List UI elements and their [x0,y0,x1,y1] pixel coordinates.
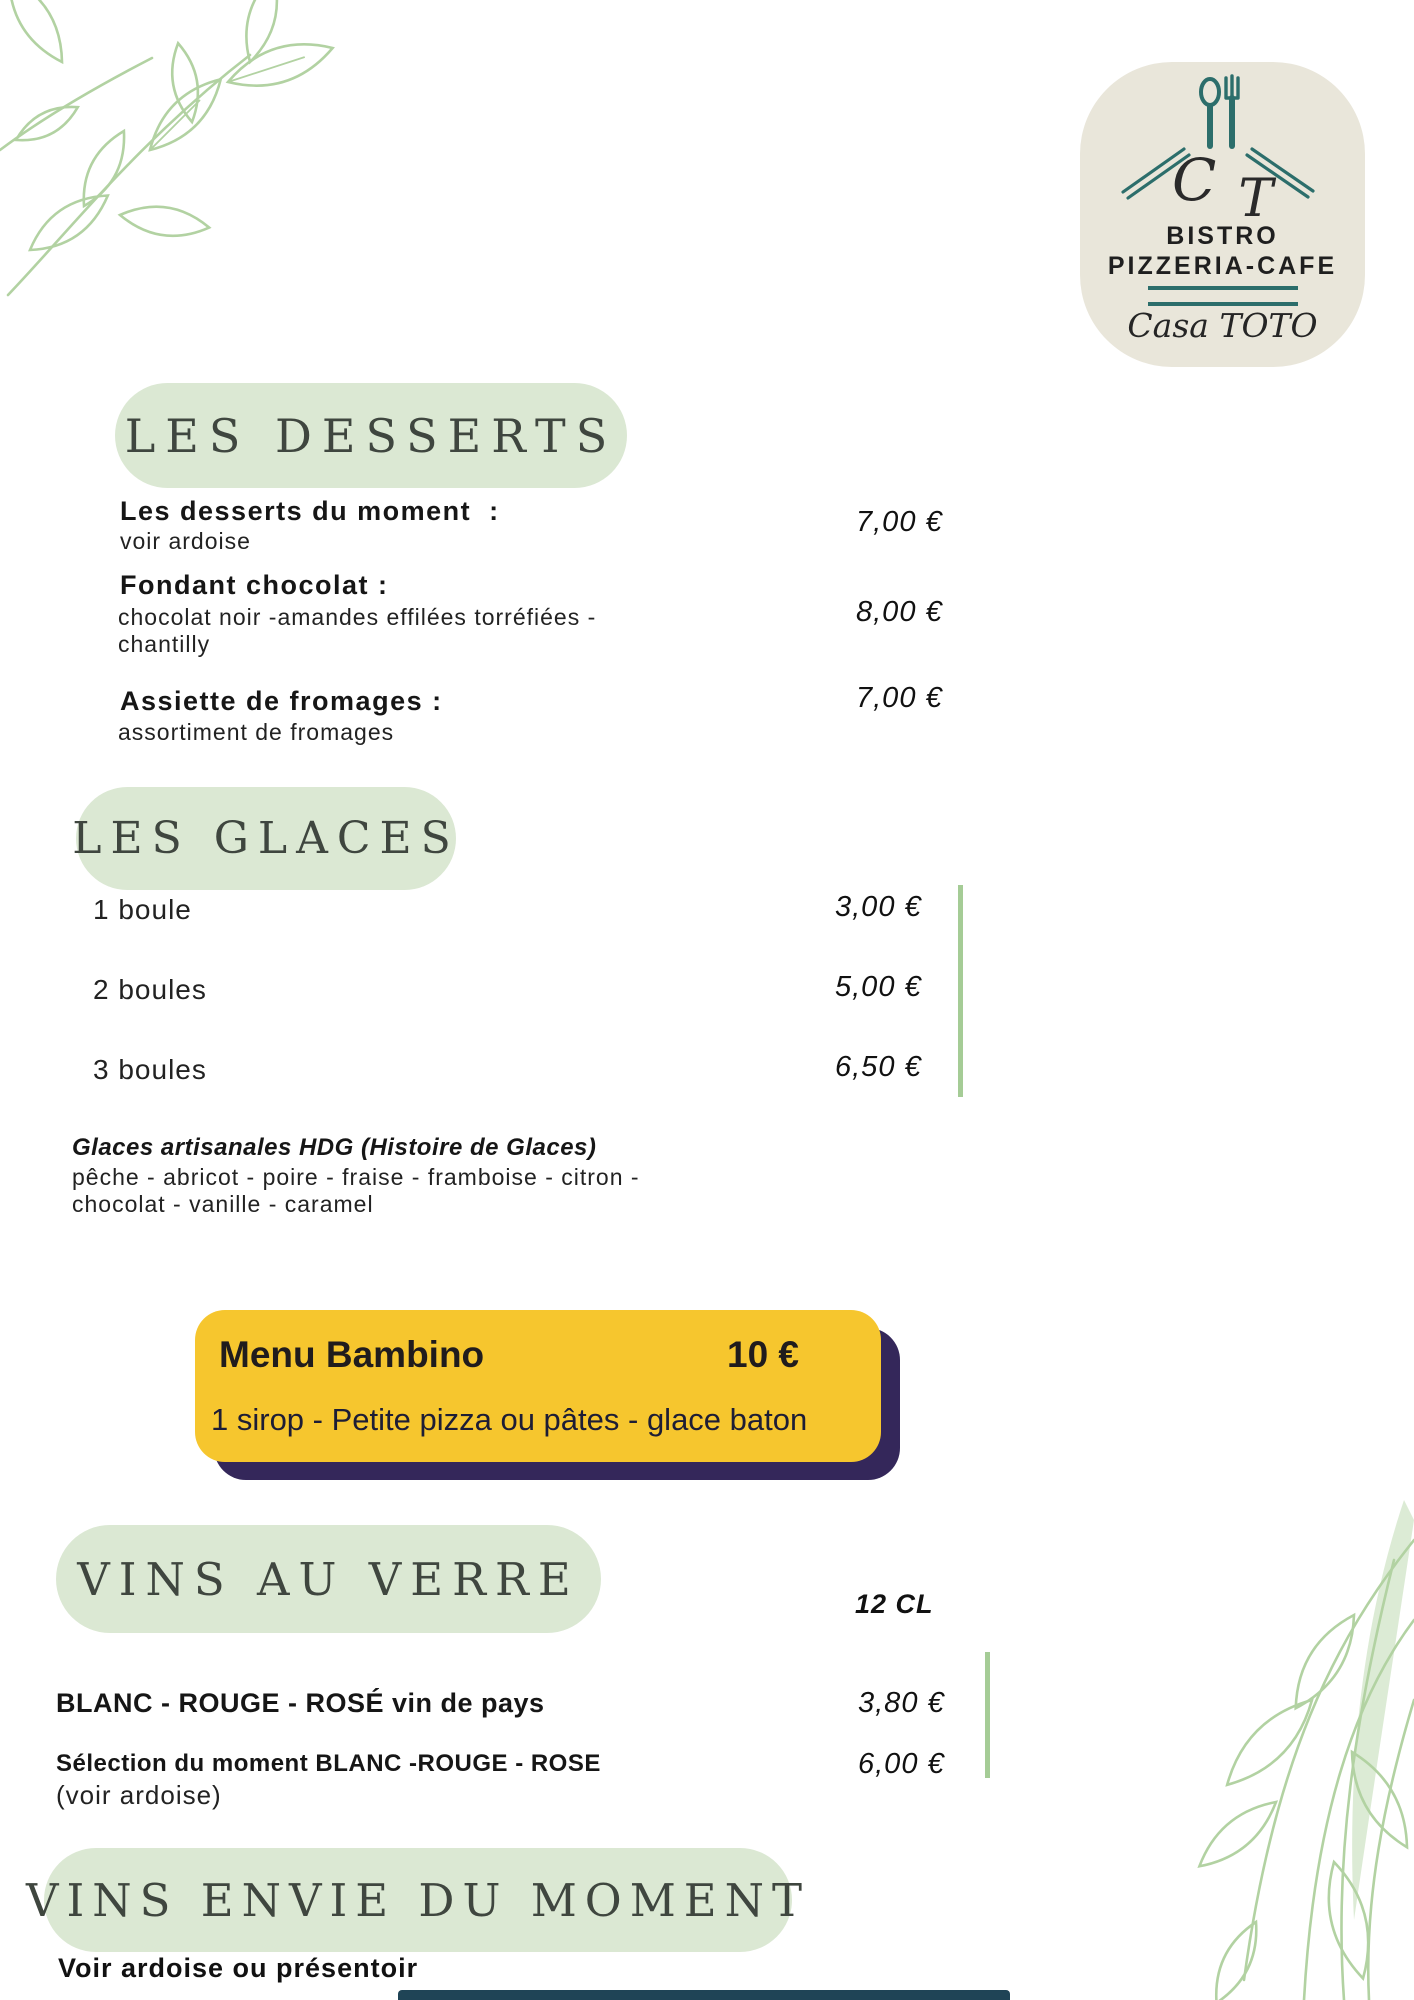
dessert-item-desc: voir ardoise [120,528,251,554]
dessert-item-price: 7,00 € [856,506,943,538]
dessert-item-name: Les desserts du moment : [120,496,500,526]
glace-item-price: 6,50 € [835,1051,922,1083]
dessert-item-name: Fondant chocolat : [120,570,389,600]
glace-item-name: 3 boules [93,1054,207,1085]
section-pill-glaces [72,787,460,890]
leaf-decoration-top-left [0,0,430,300]
glace-item-price: 3,00 € [835,891,922,923]
dessert-item-price: 7,00 € [856,682,943,714]
glaces-note-title: Glaces artisanales HDG (Histoire de Glaces) [72,1134,597,1161]
volume-label: 12 CL [855,1589,934,1619]
logo-tagline: Casa TOTO [1127,306,1318,345]
wine-item-price: 3,80 € [858,1687,945,1719]
section-title-vins-verre: VINS AU VERRE [77,1552,580,1606]
glace-item-price: 5,00 € [835,971,922,1003]
dessert-item-name: Assiette de fromages : [120,686,443,716]
section-pill-vins-moment [25,1848,811,1952]
wine-item-price: 6,00 € [858,1748,945,1780]
bambino-title: Menu Bambino [219,1334,485,1375]
logo-initials [1080,146,1365,229]
logo-initial-t: T [1238,169,1274,229]
dessert-item-desc: assortiment de fromages [118,719,395,745]
bambino-box [195,1310,881,1462]
vins-moment-note: Voir ardoise ou présentoir [58,1953,419,1983]
section-title-desserts: LES DESSERTS [124,408,618,463]
wine-item-name: BLANC - ROUGE - ROSÉ vin de pays [56,1688,545,1718]
logo-divider [1148,286,1298,306]
logo-bistro-label: BISTRO [1166,222,1279,250]
dessert-item-price: 8,00 € [856,596,943,628]
bambino-desc: 1 sirop - Petite pizza ou pâtes - glace baton [211,1402,808,1437]
logo-initial-c: C [1171,146,1217,214]
glace-item-name: 2 boules [93,974,207,1005]
section-title-vins-moment: VINS ENVIE DU MOMENT [25,1873,811,1927]
glace-item-name: 1 boule [93,894,192,925]
restaurant-logo [1080,62,1365,367]
vins-divider-line [985,1652,990,1778]
bottom-accent-bar [398,1990,1010,2000]
leaf-decoration-bottom-right [1054,1500,1414,2000]
logo-pizzeria-label: PIZZERIA-CAFE [1107,252,1338,280]
glaces-note-body: pêche - abricot - poire - fraise - framboise - citron - chocolat - vanille - caramel [72,1164,640,1218]
wine-item-desc: (voir ardoise) [56,1780,222,1810]
dessert-item-desc: chocolat noir -amandes effilées torréfiées - chantilly [118,604,597,658]
section-pill-desserts [115,383,627,488]
section-pill-vins-verre [56,1525,601,1633]
wine-item-name: Sélection du moment BLANC -ROUGE - ROSE [56,1750,601,1777]
glaces-divider-line [958,885,963,1097]
bambino-price: 10 € [727,1334,800,1375]
section-title-glaces: LES GLACES [72,813,460,864]
